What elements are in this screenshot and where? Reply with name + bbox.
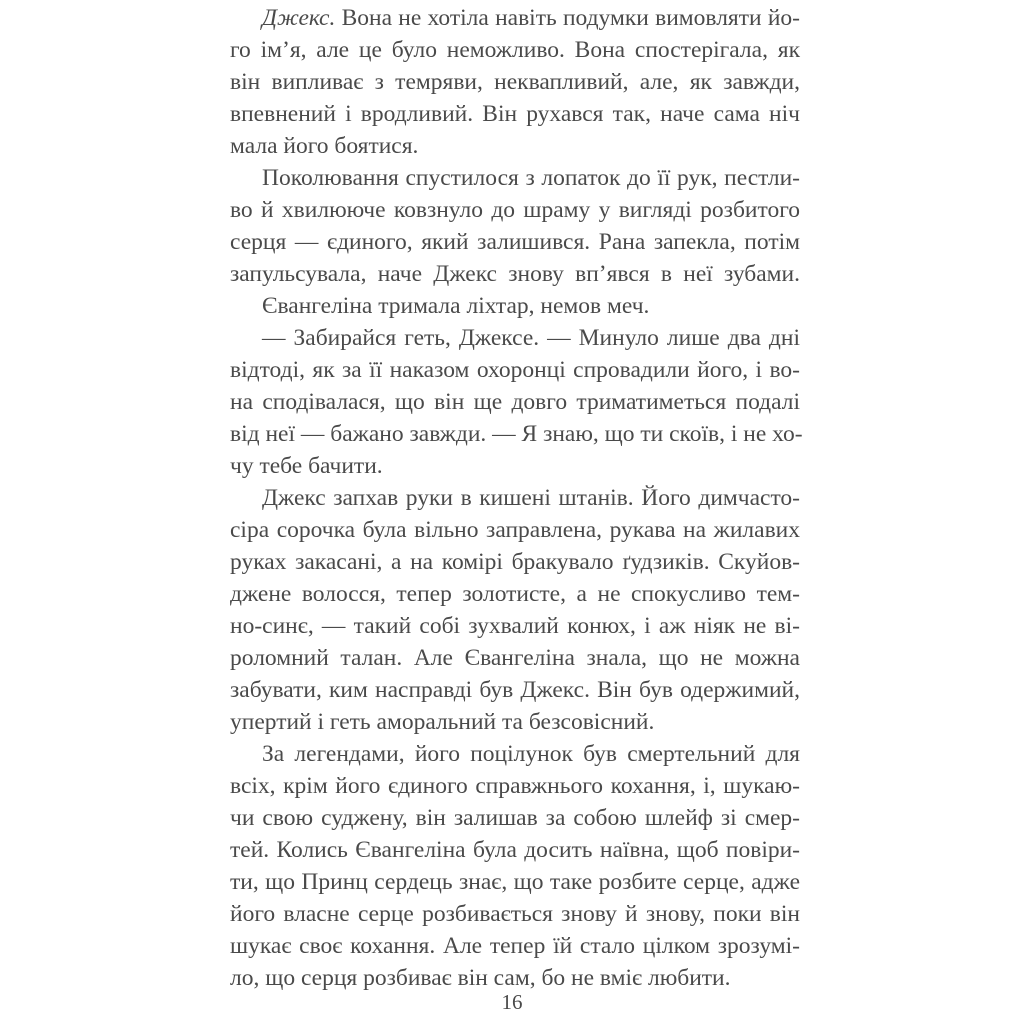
text-line: но-синє, — такий собі зухвалий конюх, і аж ніяк не ві- <box>230 613 800 639</box>
text-line: чи свою суджену, він залишав за собою шлейф зі смер- <box>230 805 800 831</box>
book-page-body <box>230 2 803 994</box>
text-line: ти, що Принц сердець знає, що таке розбите серце, адже <box>230 869 800 895</box>
paragraph <box>230 738 800 994</box>
text-line: руках закасані, а на комірі бракувало ґудзиків. Скуйов- <box>230 549 800 575</box>
text-line: сіра сорочка була вільно заправлена, рукава на жилавих <box>230 517 800 543</box>
text-line: во й хвилююче ковзнуло до шраму у вигляді розбитого <box>230 197 800 223</box>
text-line: За легендами, його поцілунок був смертельний для <box>262 741 800 767</box>
text-line: упертий і геть аморальний та безсовісний. <box>230 709 655 735</box>
paragraph <box>230 322 803 482</box>
text-line: чу тебе бачити. <box>230 453 383 479</box>
text-line: він випливає з темряви, неквапливий, але, як завжди, <box>230 69 800 95</box>
text-line: го ім’я, але це було неможливо. Вона спостерігала, як <box>230 37 800 63</box>
text-line: забувати, ким насправді був Джекс. Він був одержимий, <box>230 677 800 703</box>
text-line: — Забирайся геть, Джексе. — Минуло лише два дні <box>262 325 800 351</box>
page-number: 16 <box>501 990 523 1014</box>
text-line: мала його боятися. <box>230 133 419 159</box>
paragraph <box>230 2 800 162</box>
paragraph <box>230 290 800 322</box>
text-line: його власне серце розбивається знову й знову, поки він <box>230 901 800 927</box>
text-line: тей. Колись Євангеліна була досить наївна, щоб повіри- <box>230 837 800 863</box>
text-line: відтоді, як за її наказом охоронці спровадили його, і во- <box>230 357 800 383</box>
text-line: від неї — бажано завжди. — Я знаю, що ти скоїв, і не хо- <box>230 421 803 447</box>
text-line: Поколювання спустилося з лопаток до її рук, пестли- <box>262 165 800 191</box>
text-line: ло, що серця розбиває він сам, бо не вміє любити. <box>230 965 731 991</box>
text-line: серця — єдиного, який залишився. Рана запекла, потім <box>230 229 800 255</box>
text-line: Джекс. Вона не хотіла навіть подумки вимовляти йо- <box>262 5 800 31</box>
italic-name: Джекс. <box>262 5 336 31</box>
text-line: запульсувала, наче Джекс знову вп’явся в неї зубами. <box>230 261 800 287</box>
text-line: роломний талан. Але Євангеліна знала, що не можна <box>230 645 800 671</box>
text-line: джене волосся, тепер золотисте, а не спокусливо тем- <box>230 581 800 607</box>
paragraph <box>230 162 800 290</box>
text-line: шукає своє кохання. Але тепер їй стало цілком зрозумі- <box>230 933 800 959</box>
text-line: всіх, крім його єдиного справжнього кохання, і, шукаю- <box>230 773 800 799</box>
text-line: Джекс запхав руки в кишені штанів. Його димчасто- <box>262 485 800 511</box>
text-line: на сподівалася, що він ще довго триматиметься подалі <box>230 389 800 415</box>
text-line: Євангеліна тримала ліхтар, немов меч. <box>262 293 650 319</box>
paragraph <box>230 482 800 738</box>
text-line: впевнений і вродливий. Він рухався так, наче сама ніч <box>230 101 800 127</box>
